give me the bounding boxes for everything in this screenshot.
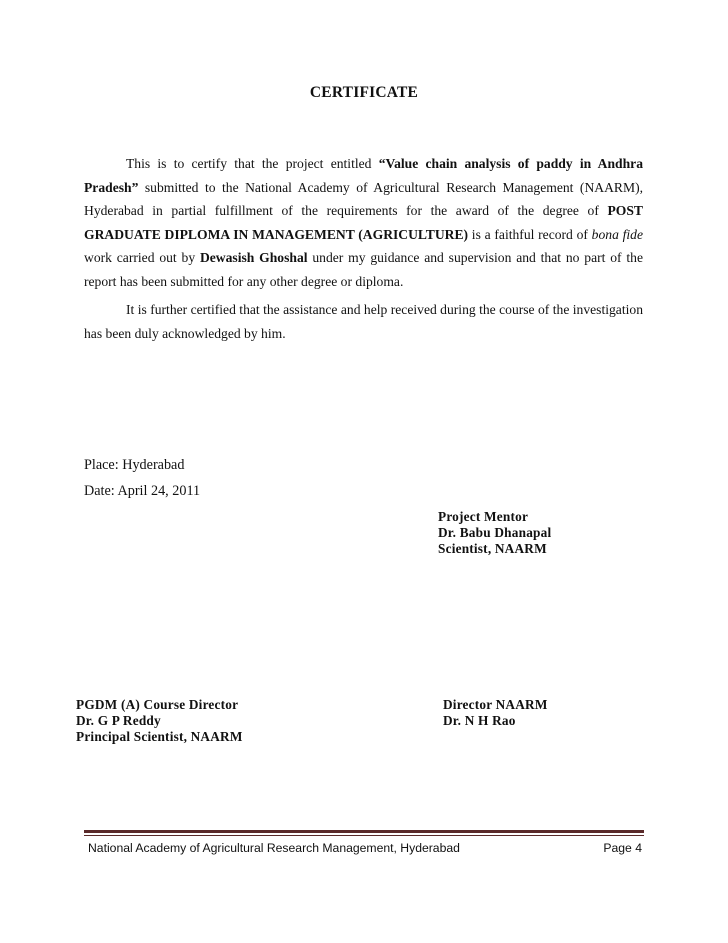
course-director-role: PGDM (A) Course Director	[76, 697, 239, 712]
footer-rule-thin	[84, 835, 644, 836]
director-role: Director NAARM	[443, 697, 548, 712]
footer-rule	[84, 830, 644, 833]
student-name: Dewasish Ghoshal	[199, 250, 308, 266]
paragraph-text: This is to certify that the project entitled	[126, 156, 379, 171]
paragraph-text: is a faithful record of	[468, 226, 592, 242]
certificate-title: CERTIFICATE	[309, 84, 419, 101]
mentor-signature-block	[438, 509, 551, 557]
mentor-designation: Scientist, NAARM	[438, 541, 547, 556]
course-director-signature-block	[76, 697, 243, 745]
degree-name: POST GRADUATE DIPLOMA IN MANAGEMENT (AGRICULTURE)	[84, 203, 643, 242]
paragraph-text: submitted to the National Academy of Agricultural Research Management (NAARM), Hyderabad in partial fulfillment of the requirements for the award of the degree of	[84, 179, 643, 219]
mentor-role: Project Mentor	[438, 509, 529, 524]
course-director-name: Dr. G P Reddy	[76, 713, 161, 728]
course-director-designation: Principal Scientist, NAARM	[76, 729, 243, 744]
page-number: Page 4	[603, 841, 642, 855]
paragraph-text: work carried out by	[84, 250, 200, 266]
date-line: Date: April 24, 2011	[84, 483, 201, 499]
mentor-name: Dr. Babu Dhanapal	[438, 525, 552, 540]
certificate-paragraph-2	[84, 298, 643, 345]
place-line: Place: Hyderabad	[84, 457, 185, 473]
director-signature-block	[443, 697, 548, 729]
paragraph-text: under my guidance and supervision and that no part of the report has been submitted for any other degree or diploma.	[84, 250, 644, 289]
director-name: Dr. N H Rao	[443, 713, 516, 728]
footer-institution: National Academy of Agricultural Research Management, Hyderabad	[88, 841, 460, 855]
certificate-paragraph-1	[84, 152, 643, 294]
paragraph-text: It is further certified that the assistance and help received during the course of the investigation has been duly acknowledged by him.	[84, 302, 643, 341]
bona-fide-text: bona fide	[591, 226, 643, 242]
project-title: “Value chain analysis of paddy in Andhra Pradesh”	[84, 156, 644, 195]
